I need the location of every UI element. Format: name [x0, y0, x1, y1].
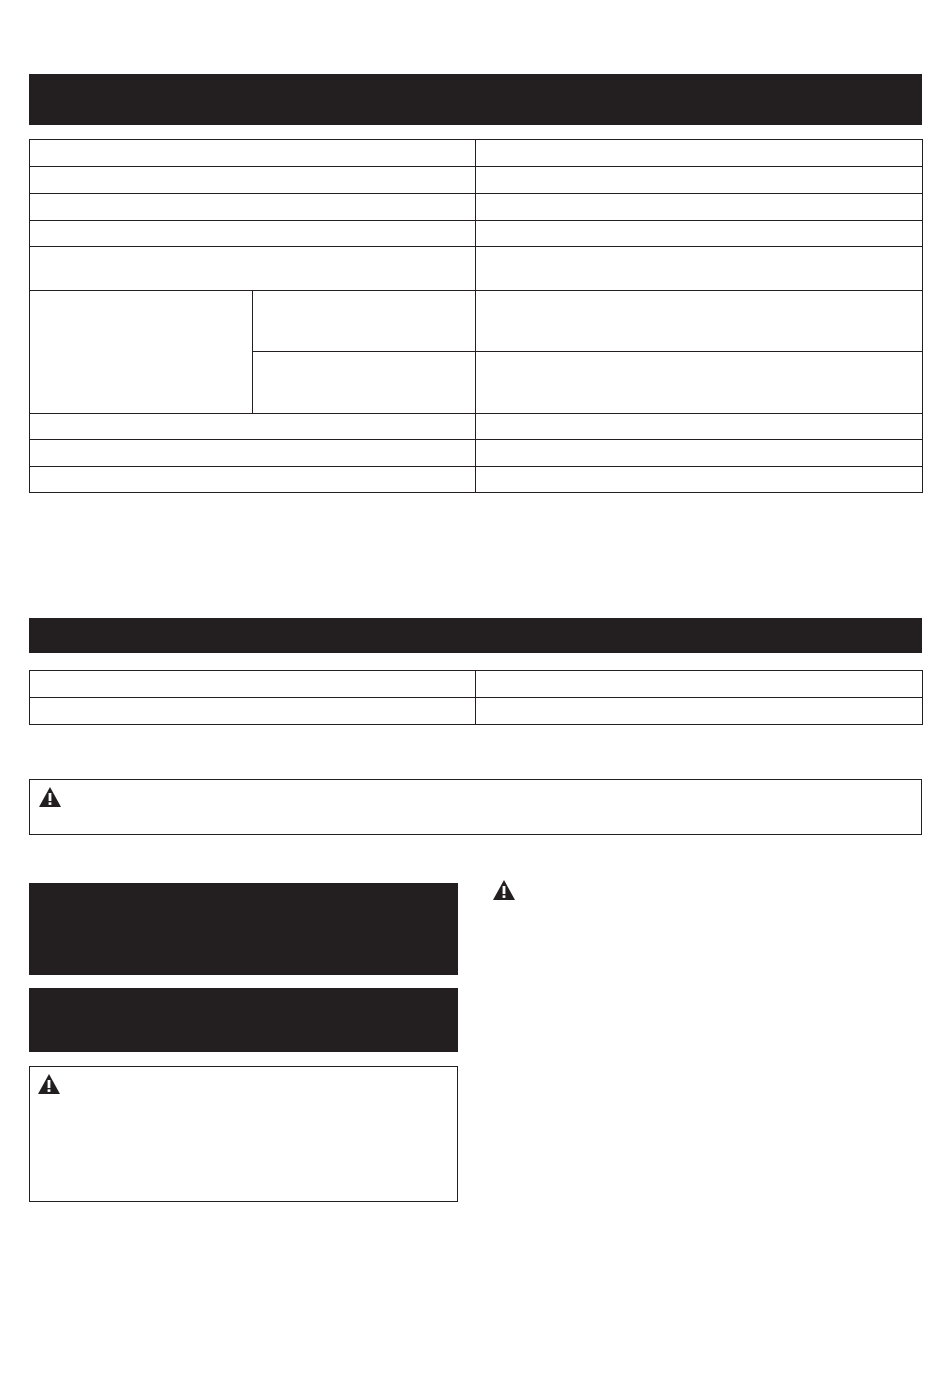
row-value	[476, 671, 923, 698]
spec-label	[30, 194, 476, 221]
second-section-table	[29, 670, 923, 725]
spec-value	[476, 352, 923, 414]
spec-value	[476, 167, 923, 194]
spec-label	[30, 140, 476, 167]
second-section-header-bar	[29, 618, 922, 653]
table-row	[30, 167, 923, 194]
spec-label	[30, 167, 476, 194]
spec-value	[476, 414, 923, 440]
spec-label	[30, 467, 476, 493]
table-row	[30, 671, 923, 698]
left-header-block-2	[29, 988, 458, 1052]
spec-value	[476, 467, 923, 493]
table-row	[30, 140, 923, 167]
left-header-block-1	[29, 883, 458, 975]
spec-sub-label	[253, 291, 476, 352]
spec-value	[476, 221, 923, 247]
row-label	[30, 698, 476, 725]
spec-group-label	[30, 291, 253, 414]
row-label	[30, 671, 476, 698]
table-row	[30, 221, 923, 247]
table-row	[30, 467, 923, 493]
row-value	[476, 698, 923, 725]
spec-value	[476, 194, 923, 221]
spec-value	[476, 247, 923, 291]
warning-triangle-icon	[492, 879, 516, 901]
spec-label	[30, 221, 476, 247]
warning-triangle-icon	[38, 786, 62, 808]
table-row	[30, 414, 923, 440]
table-row	[30, 440, 923, 467]
table-row	[30, 247, 923, 291]
table-row	[30, 698, 923, 725]
warning-triangle-icon	[37, 1073, 61, 1095]
specifications-table	[29, 139, 923, 493]
spec-value	[476, 140, 923, 167]
table-row	[30, 194, 923, 221]
spec-label	[30, 440, 476, 467]
spec-label	[30, 247, 476, 291]
spec-value	[476, 291, 923, 352]
spec-sub-label	[253, 352, 476, 414]
left-warning-box	[29, 1066, 458, 1202]
spec-value	[476, 440, 923, 467]
wide-warning-box	[29, 779, 922, 835]
spec-label	[30, 414, 476, 440]
table-row	[30, 291, 923, 352]
specifications-header-bar	[29, 74, 922, 125]
